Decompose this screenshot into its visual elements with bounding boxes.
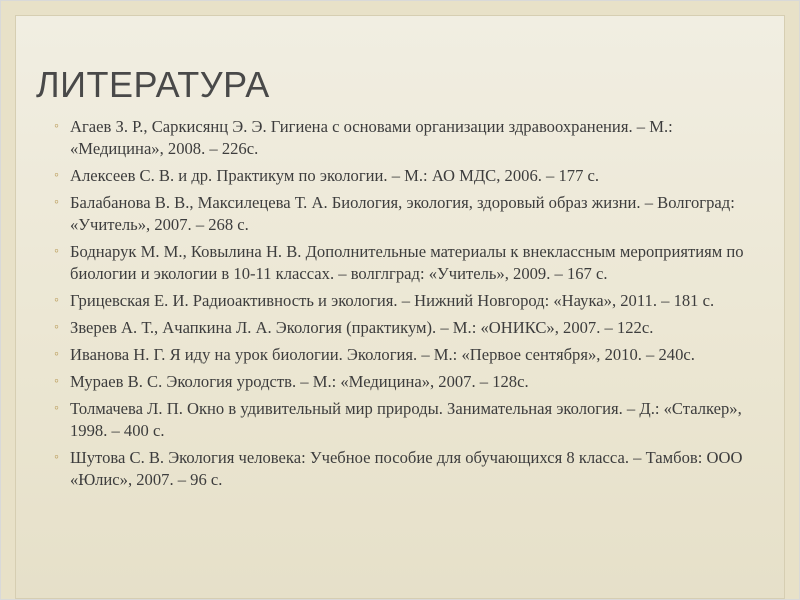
reference-item bbox=[44, 398, 752, 442]
reference-item bbox=[44, 241, 752, 285]
reference-text: Алексеев С. В. и др. Практикум по экологии. – М.: АО МДС, 2006. – 177 с. bbox=[70, 166, 600, 185]
bullet-icon: ◦ bbox=[54, 450, 59, 465]
reference-item bbox=[44, 192, 752, 236]
bullet-icon: ◦ bbox=[54, 320, 59, 335]
slide-title: ЛИТЕРАТУРА bbox=[36, 64, 270, 105]
reference-text: Боднарук М. М., Ковылина Н. В. Дополнительные материалы к внеклассным мероприятиям по биологии и экологии в 10-11 классах. – волглград: «Учитель», 2009. – 167 с. bbox=[70, 242, 744, 283]
reference-text: Балабанова В. В., Максилецева Т. А. Биология, экология, здоровый образ жизни. – Волгоград: «Учитель», 2007. – 268 с. bbox=[70, 193, 735, 234]
bullet-icon: ◦ bbox=[54, 244, 59, 259]
bullet-icon: ◦ bbox=[54, 195, 59, 210]
bullet-icon: ◦ bbox=[54, 168, 59, 183]
bullet-icon: ◦ bbox=[54, 347, 59, 362]
reference-text: Агаев З. Р., Саркисянц Э. Э. Гигиена с основами организации здравоохранения. – М.: «Медицина», 2008. – 226с. bbox=[70, 117, 673, 158]
bullet-icon: ◦ bbox=[54, 293, 59, 308]
bullet-icon: ◦ bbox=[54, 119, 59, 134]
bullet-icon: ◦ bbox=[54, 374, 59, 389]
reference-text: Грицевская Е. И. Радиоактивность и экология. – Нижний Новгород: «Наука», 2011. – 181 с. bbox=[70, 291, 715, 310]
reference-text: Зверев А. Т., Ачапкина Л. А. Экология (практикум). – М.: «ОНИКС», 2007. – 122с. bbox=[70, 318, 654, 337]
reference-item bbox=[44, 344, 752, 366]
reference-text: Мураев В. С. Экология уродств. – М.: «Медицина», 2007. – 128с. bbox=[70, 372, 529, 391]
reference-list bbox=[44, 116, 752, 496]
reference-item bbox=[44, 447, 752, 491]
reference-text: Шутова С. В. Экология человека: Учебное пособие для обучающихся 8 класса. – Тамбов: ООО «Юлис», 2007. – 96 с. bbox=[70, 448, 743, 489]
slide-content-area bbox=[15, 15, 785, 599]
bullet-icon: ◦ bbox=[54, 401, 59, 416]
reference-text: Иванова Н. Г. Я иду на урок биологии. Экология. – М.: «Первое сентября», 2010. – 240с. bbox=[70, 345, 695, 364]
reference-text: Толмачева Л. П. Окно в удивительный мир природы. Занимательная экология. – Д.: «Сталкер», 1998. – 400 с. bbox=[70, 399, 742, 440]
reference-item bbox=[44, 165, 752, 187]
reference-item bbox=[44, 317, 752, 339]
reference-item bbox=[44, 371, 752, 393]
reference-item bbox=[44, 290, 752, 312]
reference-item bbox=[44, 116, 752, 160]
